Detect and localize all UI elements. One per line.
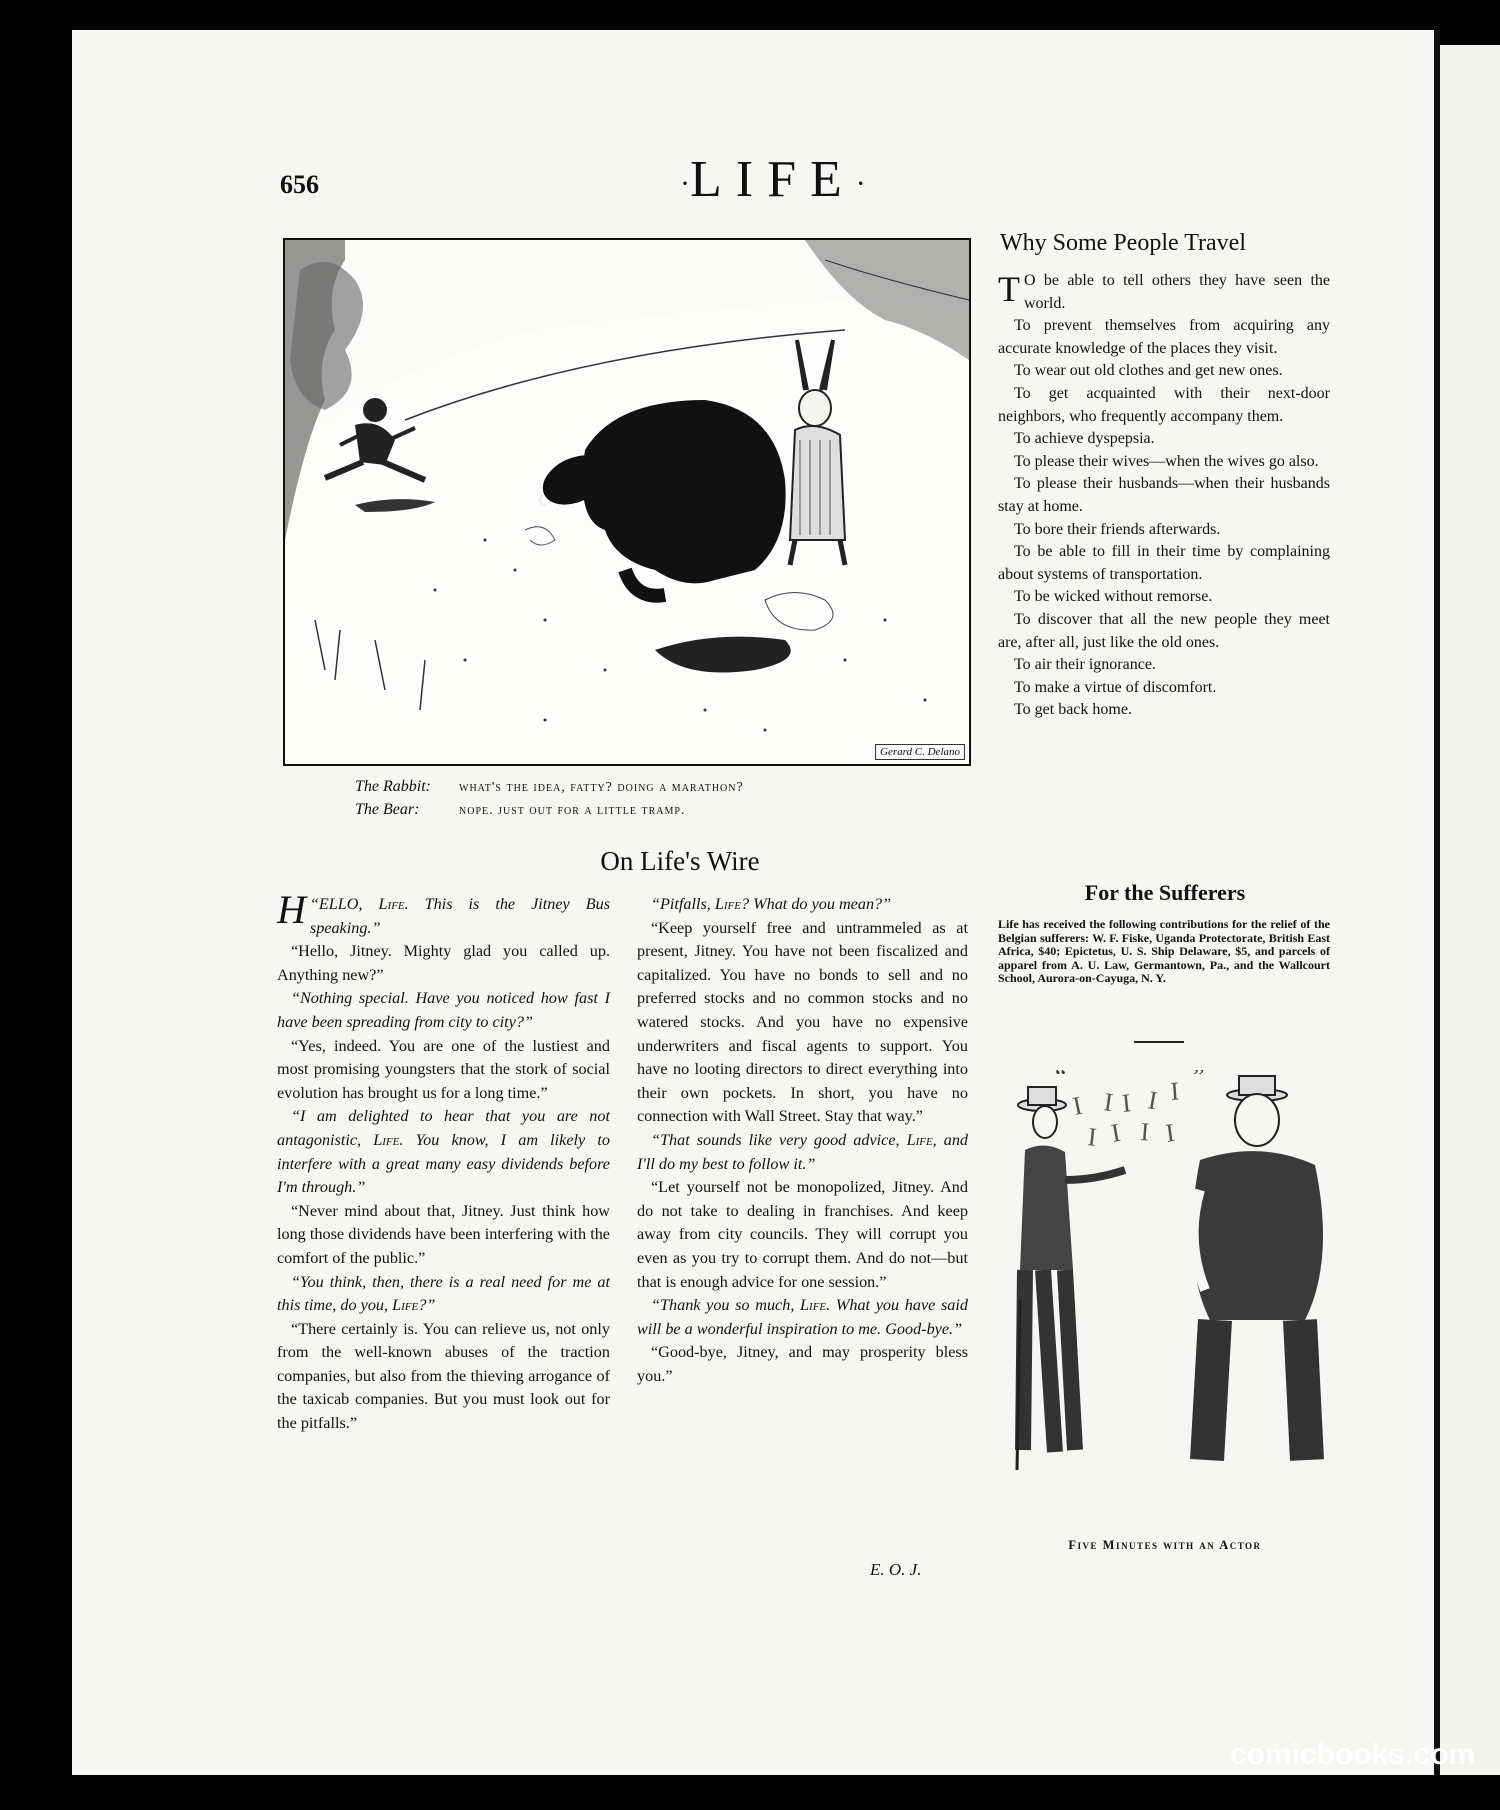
paragraph [277,1105,610,1199]
text-run: “Let yourself not be monopolized, Jitney. And do not take to dealing in franchises. And keep away from city councils. They will corrupt you even as you try to corrupt them. And do not—but that is enough advice for one session.” [637,1178,968,1291]
article-title-sufferers: For the Sufferers [1084,880,1246,905]
masthead-dot-right: · [855,167,866,201]
paragraph [277,887,610,940]
article-title-wire: On Life's Wire [600,846,760,876]
wire-column-1 [277,887,610,1436]
life-smallcaps: Life [392,1296,419,1315]
caption-line [355,799,744,822]
paragraph [277,1200,610,1271]
text-run: O be able to tell others they have seen the world. [1024,272,1330,312]
masthead [680,150,866,209]
svg-text:”: ” [1193,1070,1205,1091]
travel-reason: To get acquainted with their next-door neighbors, who frequently accompany them. [998,384,1330,425]
text-run: . This is the Jitney Bus speaking.” [309,895,610,937]
travel-reason: To please their husbands—when their husbands stay at home. [998,475,1330,515]
travel-reason: To achieve dyspepsia. [1014,430,1155,448]
letter-i: I [1102,1087,1115,1118]
text-run: , and I'll do my best to follow it.” [637,1130,969,1173]
text-run: ?” [418,1296,436,1315]
byline: E. O. J. [870,1560,922,1579]
text-run: “Good-bye, Jitney, and may prosperity bless you.” [637,1343,968,1385]
paragraph [637,893,968,917]
actor-cartoon-caption: Five Minutes with an Actor [1068,1538,1262,1552]
watermark: comicbooks.com [1230,1738,1476,1771]
travel-reason: To discover that all the new people they meet are, after all, just like the old ones. [998,610,1330,651]
section-divider [1134,1041,1184,1043]
letter-i: I [1163,1118,1177,1148]
travel-reason: To prevent themselves from acquiring any accurate knowledge of the places they visit. [998,317,1330,357]
paragraph [637,1129,968,1176]
paragraph [277,940,610,987]
travel-reason: To be able to fill in their time by complaining about systems of transportation. [998,543,1330,583]
travel-reason: To please their wives—when the wives go also. [1014,452,1319,470]
text-run: “There certainly is. You can relieve us, not only from the well-known abuses of the traction companies, but also from the thieving arrogance of the taxicab companies. But you must look out for the pitfalls.” [277,1319,610,1433]
thin-actor [1017,1087,1125,1470]
life-smallcaps: Life [800,1296,827,1315]
travel-reason: To be wicked without remorse. [1014,588,1213,606]
text-run: ELLO, [318,895,379,913]
paragraph [637,1294,968,1341]
life-smallcaps: Life [378,895,405,913]
travel-reason [998,270,1330,315]
caption-text: nope. just out for a little tramp. [459,803,686,818]
letter-i: I [1120,1088,1133,1118]
letter-i: I [1139,1117,1151,1147]
paragraph [637,917,968,1129]
page-number: 656 [280,170,319,199]
letter-i: I [1169,1076,1181,1106]
drop-cap: H [277,887,306,932]
travel-reason: To wear out old clothes and get new ones. [1014,362,1283,380]
cartoon-caption [355,776,744,822]
bear-rabbit-illustration [285,240,969,764]
wire-column-2 [637,893,968,1388]
travel-reason: To get back home. [1014,701,1132,719]
paragraph [277,1271,610,1318]
text-run: “Never mind about that, Jitney. Just think how long those dividends have been interfering with the comfort of the public.” [277,1201,610,1267]
travel-reason: To air their ignorance. [1014,656,1156,674]
text-run: “Keep yourself free and untrammeled as at present, Jitney. You have not been fiscalized and capitalized. You have no bonds to sell and no preferred stocks and no common stocks and no watered stocks. And you have no expensive underwriters and fiscal agents to support. You have no looting directors to direct everything into their own pockets. In short, you have no connection with Wall Street. Stay that way.” [637,918,968,1126]
stout-listener [1192,1076,1323,1460]
letter-i: I [1109,1117,1123,1148]
next-page-edge [1440,45,1500,1775]
text-run: “Hello, Jitney. Mighty glad you called up. Anything new?” [277,942,610,984]
text-run: “I am delighted to hear that you are not antagonistic, [277,1107,610,1149]
text-run: “Thank you so much, [651,1296,801,1315]
life-smallcaps: Life [906,1130,933,1149]
svg-text:“: “ [1055,1070,1067,1091]
travel-reason: To make a virtue of discomfort. [1014,678,1217,696]
letter-i: I [1070,1090,1085,1121]
caption-text: what's the idea, fatty? doing a marathon? [459,780,744,795]
text-run: . What you have said will be a wonderful inspiration to me. Good-bye.” [637,1296,968,1338]
text-run: “You think, then, there is a real need for me at this time, do you, [277,1272,610,1315]
travel-reason: To bore their friends afterwards. [1014,520,1221,538]
text-run: ? What do you mean?” [740,895,892,913]
travel-list [998,270,1330,722]
actor-illustration [995,1070,1330,1490]
masthead-dot-left: · [680,167,690,201]
text-run: “Yes, indeed. You are one of the lustiest and most promising youngsters that the stork of social evolution has brought us for a long time.” [277,1036,610,1102]
magazine-title: LIFE [690,151,856,208]
article-title-travel: Why Some People Travel [1000,230,1246,256]
caption-speaker: The Rabbit: [355,778,431,795]
sufferers-body: Life has received the following contributions for the relief of the Belgian sufferers: W. F. Fiske, Uganda Protectorate, British East Africa, $40; Epictetus, U. S. Ship Delaware, $5, and parcels of apparel from A. U. Law, Germantown, Pa., and the Wallcourt School, Aurora-on-Cayuga, N. Y. [998,917,1330,985]
life-smallcaps: Life [714,895,741,913]
letter-i: I [1145,1085,1160,1116]
caption-line [355,776,744,799]
paragraph [277,1035,610,1106]
drop-cap: T [998,269,1020,309]
artist-signature: Gerard C. Delano [875,744,965,760]
caption-speaker: The Bear: [355,801,420,818]
bear-rabbit-cartoon [283,238,971,766]
actor-cartoon [995,1070,1330,1490]
paragraph [277,987,610,1034]
paragraph [637,1341,968,1388]
paragraph [277,1318,610,1436]
text-run: “Pitfalls, [651,895,715,913]
text-run: . You know, I am likely to interfere with a great many easy dividends before I'm through.” [277,1130,610,1197]
life-smallcaps: Life [373,1130,400,1149]
letter-i: I [1086,1122,1099,1152]
text-run: “That sounds like very good advice, [651,1130,907,1149]
paragraph [637,1176,968,1294]
text-run: “ [309,895,319,913]
text-run: “Nothing special. Have you noticed how fast I have been spreading from city to city?” [277,989,610,1031]
speech-letters [1070,1076,1180,1151]
